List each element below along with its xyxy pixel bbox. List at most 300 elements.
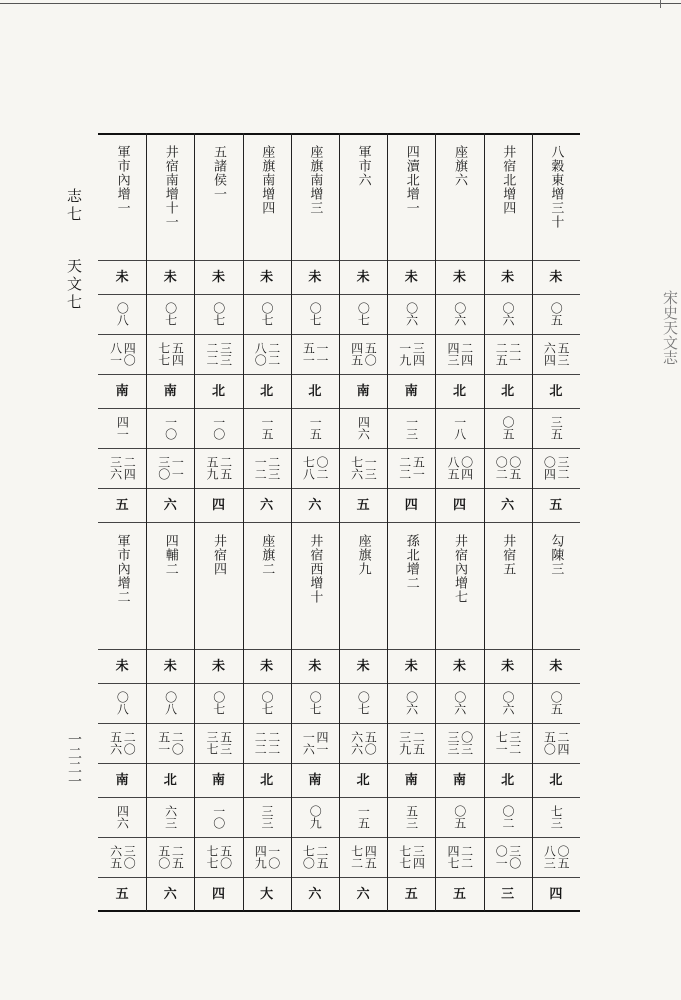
latitude-minutes-text: 四五 七二 — [349, 845, 378, 869]
latitude-cell — [387, 797, 435, 837]
lunar-station-text: 未 — [211, 269, 225, 285]
latitude-cell — [194, 408, 242, 448]
direction-cell — [435, 374, 483, 408]
degree-text: 〇七 — [308, 691, 323, 715]
side-stamp: 宋史天文志 — [661, 290, 679, 365]
degree-minutes-text: 二〇 五一 — [156, 731, 185, 755]
degree-cell — [484, 294, 532, 334]
latitude-cell — [146, 797, 194, 837]
lunar-station-text: 未 — [549, 658, 563, 674]
star-name-text: 軍市內增二 — [114, 534, 130, 604]
direction-text: 北 — [452, 383, 466, 399]
latitude-minutes-cell — [194, 837, 242, 877]
star-name-cell — [194, 522, 242, 649]
latitude-minutes-cell — [98, 837, 146, 877]
degree-minutes-text: 四〇 八一 — [108, 342, 137, 366]
latitude-minutes-cell — [243, 837, 291, 877]
star-name-text: 孫北增二 — [403, 534, 419, 590]
direction-cell — [532, 763, 580, 797]
magnitude-text: 五 — [115, 497, 129, 513]
degree-cell — [532, 683, 580, 723]
latitude-text: 四一 — [115, 416, 130, 440]
running-head-section: 天文七 — [65, 258, 83, 312]
direction-cell — [194, 763, 242, 797]
degree-minutes-text: 三四 一九 — [397, 342, 426, 366]
latitude-minutes-text: 二二 四七 — [445, 845, 474, 869]
magnitude-cell — [387, 488, 435, 522]
latitude-cell — [435, 408, 483, 448]
direction-text: 南 — [356, 383, 370, 399]
lunar-station-text: 未 — [452, 269, 466, 285]
latitude-cell — [532, 408, 580, 448]
direction-text: 南 — [115, 383, 129, 399]
latitude-text: 四六 — [115, 805, 130, 829]
degree-text: 〇六 — [404, 691, 419, 715]
column-divider — [291, 133, 292, 911]
lunar-station-cell — [194, 649, 242, 683]
magnitude-cell — [484, 488, 532, 522]
magnitude-cell — [98, 488, 146, 522]
degree-text: 〇八 — [115, 302, 130, 326]
latitude-minutes-cell — [532, 448, 580, 488]
direction-text: 北 — [260, 772, 274, 788]
degree-cell — [339, 294, 387, 334]
direction-text: 北 — [260, 383, 274, 399]
degree-text: 〇七 — [211, 691, 226, 715]
degree-text: 〇六 — [404, 302, 419, 326]
latitude-minutes-cell — [532, 837, 580, 877]
degree-cell — [339, 683, 387, 723]
latitude-text: 一〇 — [163, 416, 178, 440]
latitude-text: 一五 — [259, 416, 274, 440]
degree-minutes-text: 〇三 三三 — [445, 731, 474, 755]
magnitude-cell — [532, 877, 580, 911]
lunar-station-text: 未 — [260, 269, 274, 285]
latitude-text: 〇五 — [500, 416, 515, 440]
lunar-station-cell — [484, 260, 532, 294]
latitude-minutes-text: 三四 七七 — [397, 845, 426, 869]
latitude-cell — [435, 797, 483, 837]
star-name-cell — [146, 522, 194, 649]
page-corner-mark — [660, 0, 661, 8]
lunar-station-text: 未 — [501, 658, 515, 674]
star-name-cell — [339, 522, 387, 649]
latitude-text: 一〇 — [211, 805, 226, 829]
magnitude-text: 五 — [549, 497, 563, 513]
latitude-minutes-cell — [243, 448, 291, 488]
degree-cell — [98, 294, 146, 334]
latitude-text: 〇九 — [308, 805, 323, 829]
magnitude-cell — [98, 877, 146, 911]
degree-text: 〇七 — [356, 302, 371, 326]
magnitude-text: 大 — [260, 886, 274, 902]
degree-cell — [98, 683, 146, 723]
degree-text: 〇六 — [500, 302, 515, 326]
degree-minutes-text: 五〇 六六 — [349, 731, 378, 755]
star-name-text: 座旗二 — [259, 534, 275, 576]
lunar-station-cell — [194, 260, 242, 294]
column-divider — [194, 133, 195, 911]
degree-minutes-cell — [532, 334, 580, 374]
direction-text: 北 — [549, 383, 563, 399]
latitude-minutes-text: 一三 七六 — [349, 456, 378, 480]
star-name-text: 座旗南增四 — [259, 145, 275, 215]
latitude-cell — [243, 408, 291, 448]
magnitude-cell — [194, 488, 242, 522]
column-divider — [146, 133, 147, 911]
degree-minutes-cell — [435, 334, 483, 374]
direction-cell — [484, 374, 532, 408]
degree-minutes-text: 四一 一六 — [301, 731, 329, 755]
star-name-cell — [291, 522, 339, 649]
latitude-minutes-text: 〇四 八五 — [445, 456, 474, 480]
lunar-station-text: 未 — [549, 269, 563, 285]
degree-minutes-text: 二二 八〇 — [253, 342, 281, 366]
degree-minutes-cell — [98, 723, 146, 763]
lunar-station-cell — [484, 649, 532, 683]
degree-text: 〇五 — [549, 691, 564, 715]
direction-cell — [435, 763, 483, 797]
degree-minutes-text: 二四 四三 — [445, 342, 474, 366]
latitude-minutes-text: 〇二 七八 — [301, 456, 329, 480]
degree-text: 〇六 — [452, 691, 467, 715]
star-name-cell — [532, 522, 580, 649]
latitude-minutes-cell — [146, 448, 194, 488]
magnitude-cell — [243, 877, 291, 911]
degree-cell — [532, 294, 580, 334]
degree-minutes-cell — [243, 723, 291, 763]
latitude-minutes-cell — [484, 837, 532, 877]
star-name-cell — [484, 133, 532, 260]
degree-text: 〇六 — [500, 691, 515, 715]
magnitude-cell — [339, 488, 387, 522]
degree-minutes-cell — [484, 334, 532, 374]
page-number: 一二二一 — [66, 732, 82, 788]
degree-cell — [387, 294, 435, 334]
latitude-minutes-text: 〇五 八三 — [542, 845, 570, 869]
latitude-text: 三三 — [259, 805, 274, 829]
magnitude-text: 四 — [211, 497, 225, 513]
degree-cell — [243, 683, 291, 723]
column-divider — [243, 133, 244, 911]
lunar-station-cell — [146, 260, 194, 294]
latitude-text: 一八 — [452, 416, 467, 440]
latitude-cell — [339, 408, 387, 448]
column-divider — [435, 133, 436, 911]
latitude-cell — [194, 797, 242, 837]
degree-cell — [484, 683, 532, 723]
degree-minutes-cell — [339, 334, 387, 374]
lunar-station-text: 未 — [115, 269, 129, 285]
star-name-cell — [435, 133, 483, 260]
latitude-minutes-cell — [435, 448, 483, 488]
magnitude-cell — [532, 488, 580, 522]
direction-cell — [387, 374, 435, 408]
latitude-minutes-text: 一〇 四九 — [253, 845, 281, 869]
degree-cell — [435, 683, 483, 723]
page-top-rule — [0, 3, 681, 4]
lunar-station-text: 未 — [404, 269, 418, 285]
lunar-station-text: 未 — [452, 658, 466, 674]
latitude-cell — [484, 408, 532, 448]
latitude-text: 一五 — [356, 805, 371, 829]
latitude-text: 六三 — [163, 805, 178, 829]
latitude-minutes-text: 二五 七〇 — [301, 845, 329, 869]
star-name-text: 井宿西增十 — [307, 534, 323, 604]
direction-cell — [291, 763, 339, 797]
degree-minutes-text: 一一 五一 — [301, 342, 329, 366]
latitude-text: 〇五 — [452, 805, 467, 829]
degree-cell — [194, 683, 242, 723]
lunar-station-cell — [146, 649, 194, 683]
magnitude-text: 四 — [452, 497, 466, 513]
direction-text: 北 — [501, 383, 515, 399]
latitude-minutes-text: 一一 三〇 — [156, 456, 185, 480]
degree-text: 〇八 — [163, 691, 178, 715]
lunar-station-cell — [98, 260, 146, 294]
direction-cell — [146, 763, 194, 797]
degree-minutes-text: 二〇 五六 — [108, 731, 137, 755]
magnitude-cell — [484, 877, 532, 911]
lunar-station-cell — [435, 649, 483, 683]
degree-minutes-text: 二四 五〇 — [542, 731, 570, 755]
direction-cell — [339, 763, 387, 797]
star-name-cell — [243, 522, 291, 649]
magnitude-text: 四 — [404, 497, 418, 513]
direction-text: 南 — [308, 772, 322, 788]
direction-text: 北 — [211, 383, 225, 399]
latitude-minutes-cell — [339, 448, 387, 488]
degree-cell — [291, 683, 339, 723]
degree-minutes-cell — [146, 723, 194, 763]
star-name-cell — [291, 133, 339, 260]
latitude-cell — [98, 408, 146, 448]
latitude-cell — [243, 797, 291, 837]
magnitude-cell — [146, 877, 194, 911]
direction-text: 南 — [163, 383, 177, 399]
direction-cell — [387, 763, 435, 797]
magnitude-cell — [146, 488, 194, 522]
degree-minutes-text: 三三 二二 — [204, 342, 233, 366]
latitude-cell — [98, 797, 146, 837]
latitude-text: 四六 — [356, 416, 371, 440]
magnitude-cell — [435, 877, 483, 911]
degree-minutes-text: 五四 七七 — [156, 342, 185, 366]
lunar-station-cell — [291, 260, 339, 294]
latitude-minutes-text: 五〇 七七 — [204, 845, 233, 869]
direction-cell — [243, 763, 291, 797]
degree-cell — [146, 294, 194, 334]
star-name-cell — [387, 133, 435, 260]
lunar-station-cell — [243, 260, 291, 294]
degree-minutes-cell — [98, 334, 146, 374]
lunar-station-cell — [98, 649, 146, 683]
latitude-text: 〇二 — [500, 805, 515, 829]
lunar-station-text: 未 — [356, 269, 370, 285]
degree-cell — [194, 294, 242, 334]
degree-minutes-cell — [146, 334, 194, 374]
magnitude-cell — [291, 488, 339, 522]
lunar-station-text: 未 — [308, 658, 322, 674]
magnitude-cell — [387, 877, 435, 911]
direction-cell — [194, 374, 242, 408]
direction-text: 南 — [404, 772, 418, 788]
lunar-station-cell — [339, 649, 387, 683]
magnitude-text: 四 — [549, 886, 563, 902]
magnitude-text: 六 — [308, 497, 322, 513]
direction-cell — [146, 374, 194, 408]
star-name-text: 四輔二 — [162, 534, 178, 576]
latitude-minutes-text: 五一 二二 — [397, 456, 426, 480]
degree-text: 〇七 — [259, 302, 274, 326]
direction-text: 北 — [549, 772, 563, 788]
latitude-minutes-text: 三〇 〇一 — [494, 845, 522, 869]
lunar-station-cell — [291, 649, 339, 683]
degree-text: 〇七 — [163, 302, 178, 326]
latitude-cell — [291, 797, 339, 837]
lunar-station-text: 未 — [308, 269, 322, 285]
latitude-text: 五三 — [404, 805, 419, 829]
lunar-station-text: 未 — [163, 269, 177, 285]
latitude-text: 三五 — [549, 416, 564, 440]
lunar-station-text: 未 — [404, 658, 418, 674]
lunar-station-cell — [243, 649, 291, 683]
magnitude-text: 五 — [356, 497, 370, 513]
magnitude-cell — [339, 877, 387, 911]
degree-minutes-cell — [194, 723, 242, 763]
degree-text: 〇八 — [115, 691, 130, 715]
star-name-cell — [98, 522, 146, 649]
magnitude-text: 三 — [501, 886, 515, 902]
degree-minutes-text: 五〇 四五 — [349, 342, 378, 366]
latitude-minutes-text: 三〇 六五 — [108, 845, 137, 869]
degree-minutes-cell — [291, 723, 339, 763]
degree-text: 〇七 — [259, 691, 274, 715]
direction-text: 南 — [115, 772, 129, 788]
magnitude-text: 六 — [501, 497, 515, 513]
direction-text: 南 — [452, 772, 466, 788]
direction-cell — [98, 374, 146, 408]
degree-cell — [387, 683, 435, 723]
star-name-cell — [387, 522, 435, 649]
magnitude-text: 四 — [211, 886, 225, 902]
latitude-cell — [387, 408, 435, 448]
lunar-station-text: 未 — [163, 658, 177, 674]
lunar-station-text: 未 — [115, 658, 129, 674]
star-catalog-table — [98, 133, 580, 912]
magnitude-cell — [194, 877, 242, 911]
column-divider — [532, 133, 533, 911]
latitude-cell — [484, 797, 532, 837]
magnitude-text: 六 — [163, 886, 177, 902]
star-name-text: 四瀆北增一 — [403, 145, 419, 215]
magnitude-text: 五 — [452, 886, 466, 902]
direction-text: 北 — [308, 383, 322, 399]
magnitude-cell — [243, 488, 291, 522]
direction-cell — [532, 374, 580, 408]
latitude-minutes-cell — [291, 837, 339, 877]
magnitude-text: 六 — [260, 497, 274, 513]
direction-text: 南 — [404, 383, 418, 399]
latitude-text: 一三 — [404, 416, 419, 440]
latitude-minutes-text: 二四 三六 — [108, 456, 137, 480]
direction-cell — [484, 763, 532, 797]
star-name-text: 井宿內增七 — [451, 534, 467, 604]
degree-minutes-text: 二五 三九 — [397, 731, 426, 755]
direction-cell — [339, 374, 387, 408]
degree-text: 〇五 — [549, 302, 564, 326]
degree-minutes-cell — [339, 723, 387, 763]
column-divider — [484, 133, 485, 911]
latitude-text: 一五 — [308, 416, 323, 440]
degree-minutes-text: 二一 二五 — [494, 342, 522, 366]
star-name-text: 勾陳三 — [548, 534, 564, 576]
lunar-station-cell — [339, 260, 387, 294]
star-name-cell — [194, 133, 242, 260]
latitude-cell — [532, 797, 580, 837]
direction-text: 北 — [356, 772, 370, 788]
lunar-station-text: 未 — [356, 658, 370, 674]
latitude-minutes-cell — [194, 448, 242, 488]
lunar-station-cell — [387, 649, 435, 683]
direction-cell — [243, 374, 291, 408]
magnitude-text: 六 — [356, 886, 370, 902]
degree-minutes-text: 五三 六四 — [542, 342, 570, 366]
degree-minutes-cell — [194, 334, 242, 374]
lunar-station-cell — [532, 649, 580, 683]
column-divider — [387, 133, 388, 911]
star-name-text: 八穀東增三十 — [548, 145, 564, 229]
lunar-station-text: 未 — [211, 658, 225, 674]
latitude-minutes-cell — [387, 837, 435, 877]
degree-minutes-cell — [435, 723, 483, 763]
lunar-station-cell — [435, 260, 483, 294]
star-name-text: 井宿南增十一 — [162, 145, 178, 229]
degree-minutes-cell — [532, 723, 580, 763]
latitude-minutes-text: 二五 五〇 — [156, 845, 185, 869]
magnitude-text: 五 — [404, 886, 418, 902]
latitude-minutes-cell — [484, 448, 532, 488]
latitude-minutes-cell — [146, 837, 194, 877]
degree-text: 〇七 — [356, 691, 371, 715]
star-name-text: 軍市內增一 — [114, 145, 130, 215]
degree-minutes-cell — [387, 334, 435, 374]
latitude-text: 一〇 — [211, 416, 226, 440]
star-name-text: 軍市六 — [355, 145, 371, 187]
direction-text: 南 — [211, 772, 225, 788]
degree-minutes-cell — [291, 334, 339, 374]
degree-cell — [146, 683, 194, 723]
star-name-text: 座旗南增三 — [307, 145, 323, 215]
latitude-minutes-cell — [387, 448, 435, 488]
degree-minutes-cell — [484, 723, 532, 763]
degree-minutes-text: 二二 二二 — [253, 731, 281, 755]
star-name-cell — [243, 133, 291, 260]
degree-cell — [291, 294, 339, 334]
star-name-cell — [146, 133, 194, 260]
lunar-station-text: 未 — [260, 658, 274, 674]
latitude-minutes-cell — [339, 837, 387, 877]
magnitude-text: 六 — [308, 886, 322, 902]
star-name-cell — [484, 522, 532, 649]
degree-cell — [435, 294, 483, 334]
star-name-text: 座旗六 — [451, 145, 467, 187]
degree-minutes-cell — [243, 334, 291, 374]
direction-text: 北 — [501, 772, 515, 788]
lunar-station-cell — [387, 260, 435, 294]
latitude-cell — [339, 797, 387, 837]
star-name-cell — [98, 133, 146, 260]
